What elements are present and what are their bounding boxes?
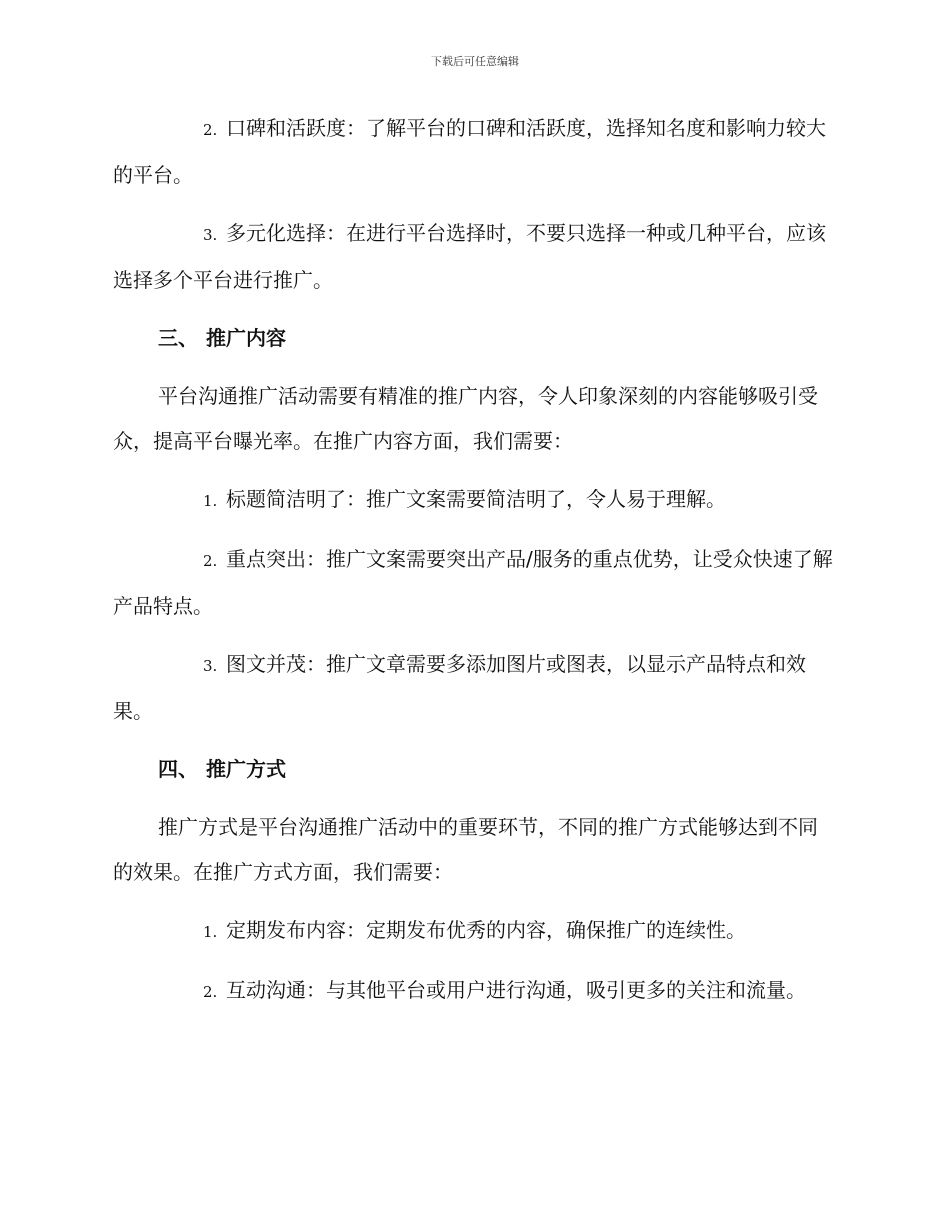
list-item (113, 211, 835, 303)
section-heading (113, 747, 835, 792)
item-text: 重点突出：推广文案需要突出产品/服务的重点优势，让受众快速了解产品特点。 (113, 547, 833, 618)
item-text: 口碑和活跃度：了解平台的口碑和活跃度，选择知名度和影响力较大的平台。 (113, 116, 826, 187)
list-item (113, 642, 835, 734)
list-item (113, 106, 835, 198)
heading-text: 推广方式 (206, 757, 286, 781)
paragraph (113, 374, 835, 464)
item-text: 标题简洁明了：推广文案需要简洁明了，令人易于理解。 (226, 487, 726, 511)
item-text: 多元化选择：在进行平台选择时，不要只选择一种或几种平台，应该选择多个平台进行推广。 (113, 221, 826, 292)
item-text: 图文并茂：推广文章需要多添加图片或图表，以显示产品特点和效果。 (113, 652, 806, 723)
item-number: 2. (203, 121, 218, 139)
item-text: 互动沟通：与其他平台或用户进行沟通，吸引更多的关注和流量。 (226, 978, 806, 1002)
heading-text: 推广内容 (206, 326, 286, 350)
list-item (113, 477, 835, 524)
document-body (113, 106, 835, 1028)
item-text: 定期发布内容：定期发布优秀的内容，确保推广的连续性。 (226, 918, 746, 942)
item-number: 2. (203, 552, 218, 570)
item-number: 1. (203, 492, 218, 510)
item-number: 3. (203, 226, 218, 244)
item-number: 3. (203, 657, 218, 675)
item-number: 1. (203, 923, 218, 941)
page-header: 下载后可任意编辑 (431, 55, 519, 68)
list-item (113, 968, 835, 1015)
section-heading (113, 316, 835, 361)
heading-number: 四、 (158, 757, 198, 781)
paragraph (113, 805, 835, 895)
list-item (113, 908, 835, 955)
heading-number: 三、 (158, 326, 198, 350)
item-number: 2. (203, 983, 218, 1001)
paragraph-text: 推广方式是平台沟通推广活动中的重要环节，不同的推广方式能够达到不同的效果。在推广方式方面，我们需要： (113, 815, 818, 884)
list-item (113, 537, 835, 629)
paragraph-text: 平台沟通推广活动需要有精准的推广内容，令人印象深刻的内容能够吸引受众，提高平台曝光率。在推广内容方面，我们需要： (113, 384, 818, 453)
